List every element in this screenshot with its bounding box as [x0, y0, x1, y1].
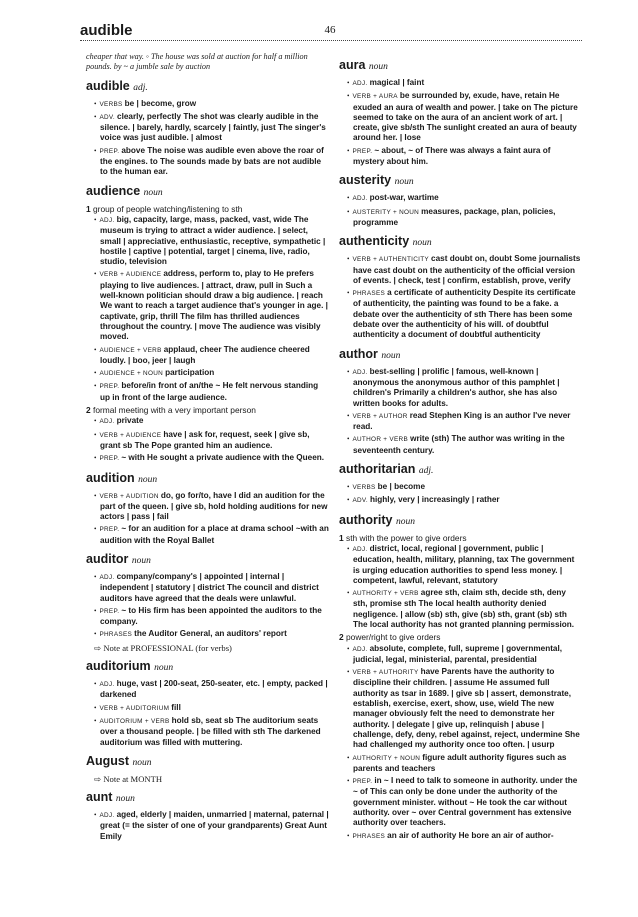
- part-of-speech: noun: [395, 516, 415, 527]
- collocation-label: ADJ.: [99, 681, 115, 689]
- collocation-block: [94, 679, 329, 701]
- collocation-text: magical | faint: [369, 78, 425, 87]
- collocation-text: figure adult authority figures such as parents and teachers: [353, 752, 567, 773]
- collocation-text: company/company's | appointed | internal | independent | statutory | district The council and district auditors have agreed that the deals were unlawful.: [100, 571, 319, 603]
- collocation-label: ADJ.: [352, 80, 368, 87]
- sense-number: 2: [339, 632, 344, 643]
- sense-number: 1: [86, 203, 91, 214]
- collocation-label: ADV.: [352, 497, 368, 505]
- collocation-label: PREP.: [99, 383, 120, 391]
- collocation-text: highly, very | increasingly | rather: [370, 495, 500, 505]
- left-column: [86, 52, 329, 846]
- collocation-block: [94, 146, 329, 178]
- collocation-label: AUDIENCE + VERB: [99, 346, 162, 354]
- part-of-speech: noun: [154, 663, 174, 674]
- collocation-text: write (sth) The author was writing in the seventeenth century.: [353, 434, 565, 455]
- entry-headword: [86, 184, 329, 200]
- collocation-label: AUDITORIUM + VERB: [99, 717, 170, 725]
- dictionary-entry: [86, 552, 329, 653]
- collocation-text: have Parents have the authority to discipline their children. | assume He assumed full authority as tsar in 1689. | give sb | assert, demonstrate, establish, exercise, exert, show, use, wield The new manager obviously felt the need to demonstrate her authority. | delegate | give up, relinquish | abuse | challenge, defy, deny, rebel against, reject, undermine She had challenged my authority once too often. | usurp: [353, 667, 580, 750]
- dictionary-entry: [339, 173, 582, 228]
- dictionary-entry: [86, 754, 329, 784]
- collocation-text: fill: [171, 702, 181, 712]
- collocation-text: huge, vast | 200-seat, 250-seater, etc. | empty, packed | darkened: [100, 679, 328, 700]
- headword-text: author: [339, 346, 378, 361]
- entry-headword: [86, 659, 329, 675]
- collocation-text: ~ about, ~ of There was always a faint aura of mystery about him.: [353, 145, 551, 167]
- collocation-label: VERB + AUTHORITY: [352, 669, 419, 677]
- collocation-block: [347, 482, 582, 493]
- collocation-block: [347, 831, 582, 842]
- collocation-text: be surrounded by, exude, have, retain He exuded an aura of wealth and power. | take on The picture seemed to take on the aura of an ancient work of art. | create, give sb/sth The sunlight created an aura of beauty around her. | lose: [353, 91, 578, 143]
- part-of-speech: noun: [115, 794, 135, 805]
- collocation-block: [347, 367, 582, 409]
- collocation-label: PHRASES: [352, 832, 386, 840]
- entry-headword: [339, 234, 582, 250]
- collocation-block: [347, 495, 582, 506]
- collocation-text: applaud, cheer The audience cheered loudly. | boo, jeer | laugh: [100, 344, 310, 365]
- collocation-block: [347, 753, 582, 775]
- sense-number: 1: [339, 532, 344, 543]
- part-of-speech: noun: [368, 62, 388, 72]
- collocation-block: [94, 629, 329, 640]
- headword-text: aura: [339, 58, 366, 72]
- collocation-label: VERB + AUDIENCE: [99, 271, 162, 279]
- dictionary-entry: [86, 184, 329, 465]
- collocation-block: [94, 99, 329, 110]
- collocation-block: [347, 588, 582, 630]
- part-of-speech: noun: [138, 474, 158, 485]
- collocation-text: cast doubt on, doubt Some journalists have cast doubt on the authenticity of the official version of events. | check, test | confirm, establish, prove, verify: [353, 254, 581, 285]
- collocation-label: AUDIENCE + NOUN: [99, 370, 164, 378]
- header-rule: [80, 40, 582, 41]
- collocation-text: read Stephen King is an author I've never read.: [353, 410, 571, 432]
- collocation-text: ~ for an audition for a place at drama school ~with an audition with the Royal Ballet: [100, 524, 329, 545]
- collocation-label: VERB + AUDITION: [99, 492, 159, 500]
- entry-headword: [339, 347, 582, 363]
- right-column: [339, 52, 582, 846]
- collocation-block: [347, 78, 582, 89]
- headword-text: authenticity: [339, 234, 410, 249]
- collocation-text: before/in front of an/the ~ He felt nervous standing up in front of the large audience.: [100, 381, 319, 402]
- collocation-block: [94, 716, 329, 748]
- collocation-text: ~ with He sought a private audience with the Queen.: [121, 453, 325, 463]
- collocation-text: do, go for/to, have I did an audition for the part of the queen. | give sb, hold holding auditions for new actors | pass | fail: [100, 490, 328, 522]
- sense-definition: [339, 533, 582, 543]
- collocation-label: VERBS: [99, 100, 123, 108]
- collocation-label: VERB + AUTHENTICITY: [352, 256, 429, 264]
- collocation-block: [347, 91, 582, 143]
- headword-text: auditor: [86, 551, 129, 566]
- headword-text: August: [86, 753, 130, 768]
- collocation-block: [347, 254, 582, 286]
- collocation-label: PREP.: [99, 607, 120, 615]
- collocation-label: ADJ.: [99, 573, 115, 581]
- collocation-text: an air of authority He bore an air of author-: [387, 830, 554, 840]
- collocation-text: above The noise was audible even above the roar of the engines. to The sounds made by bats are not audible to the human ear.: [100, 145, 324, 177]
- sense-definition: [86, 405, 329, 415]
- entry-headword: [86, 471, 329, 487]
- part-of-speech: noun: [143, 187, 163, 198]
- collocation-text: measures, package, plan, policies, programme: [353, 206, 556, 227]
- collocation-label: PREP.: [352, 147, 373, 155]
- collocation-text: the Auditor General, an auditors' report: [134, 629, 287, 639]
- collocation-text: post-war, wartime: [369, 193, 439, 203]
- collocation-label: AUTHORITY + NOUN: [352, 754, 421, 762]
- headword-text: auditorium: [86, 659, 151, 674]
- sense-definition: [339, 632, 582, 642]
- headword-text: authority: [339, 512, 393, 527]
- part-of-speech: noun: [132, 757, 152, 768]
- dictionary-entry: [86, 471, 329, 546]
- collocation-block: [347, 644, 582, 666]
- collocation-text: be | become: [377, 482, 426, 492]
- headword-text: aunt: [86, 790, 113, 805]
- collocation-text: aged, elderly | maiden, unmarried | maternal, paternal | great (= the sister of one of your grandparents) Great Aunt Emily: [100, 810, 329, 841]
- collocation-block: [94, 215, 329, 267]
- collocation-text: district, local, regional | government, public | education, health, military, planning, tax The government is urging education authorities to spend less money. | competent, lawful, relevant, statutory: [353, 543, 575, 585]
- dictionary-entry: [339, 347, 582, 456]
- page-header: [80, 22, 580, 42]
- collocation-block: [347, 544, 582, 586]
- collocation-block: [94, 269, 329, 342]
- collocation-block: [347, 288, 582, 340]
- collocation-block: [347, 434, 582, 456]
- collocation-block: [347, 667, 582, 750]
- entry-headword: [86, 552, 329, 568]
- sense-number: 2: [86, 405, 91, 416]
- collocation-text: best-selling | prolific | famous, well-known | anonymous the anonymous author of this pamphlet | children's Primarily a children's author, she has also written books for adults.: [353, 366, 560, 408]
- collocation-text: big, capacity, large, mass, packed, vast, wide The museum is trying to attract a wider audience. | select, small | appreciative, enthusiastic, receptive, sympathetic | hostile | captive | potential, target | cinema, live, radio, studio, television: [100, 214, 326, 267]
- dictionary-entry: [86, 79, 329, 178]
- running-headword: audible: [80, 22, 133, 39]
- dictionary-entry: [339, 462, 582, 507]
- collocation-label: PHRASES: [352, 290, 386, 298]
- collocation-label: ADJ.: [99, 812, 115, 820]
- sense-definition: [86, 204, 329, 214]
- collocation-label: AUTHORITY + VERB: [352, 590, 419, 598]
- cross-reference: ⇨ Note at PROFESSIONAL (for verbs): [94, 642, 232, 653]
- collocation-label: ADJ.: [352, 195, 368, 203]
- collocation-label: ADJ.: [352, 645, 368, 653]
- sense-text: power/right to give orders: [346, 632, 441, 643]
- collocation-label: VERB + AUDITORIUM: [99, 704, 170, 712]
- cross-reference: ⇨ Note at MONTH: [94, 773, 163, 784]
- collocation-block: [94, 112, 329, 144]
- part-of-speech: noun: [412, 238, 432, 249]
- collocation-text: agree sth, claim sth, decide sth, deny sth, promise sth The local health authority denied negligence. | allow (sb) sth, give (sb) sth, grant (sb) sth The local authority has not granted planning permission.: [353, 588, 575, 629]
- page-number: 46: [324, 24, 336, 36]
- part-of-speech: noun: [131, 555, 151, 566]
- collocation-block: [94, 491, 329, 523]
- collocation-block: [94, 810, 329, 842]
- dictionary-entry: [339, 58, 582, 167]
- collocation-block: [347, 193, 582, 204]
- dictionary-entry: [339, 234, 582, 340]
- dictionary-entry: [339, 513, 582, 842]
- part-of-speech: noun: [394, 177, 414, 188]
- collocation-block: [94, 606, 329, 628]
- collocation-label: VERBS: [352, 484, 376, 492]
- collocation-label: PREP.: [352, 778, 373, 786]
- sense-text: formal meeting with a very important person: [93, 405, 256, 416]
- entry-headword: [86, 790, 329, 806]
- collocation-block: [94, 524, 329, 546]
- headword-text: audible: [86, 78, 130, 93]
- collocation-label: VERB + AUDIENCE: [99, 431, 162, 439]
- sense-text: group of people watching/listening to sth: [93, 203, 243, 214]
- collocation-block: [94, 416, 329, 427]
- collocation-label: AUTHOR + VERB: [352, 436, 409, 444]
- part-of-speech: adj.: [418, 466, 434, 477]
- collocation-text: absolute, complete, full, supreme | governmental, judicial, legal, ministerial, parental, presidential: [353, 643, 563, 664]
- collocation-text: clearly, perfectly The shot was clearly audible in the silence. | barely, hardly, scarcely | faintly, just The singer's voice was just audible. | almost: [100, 111, 326, 143]
- collocation-text: private: [116, 416, 144, 426]
- sense-text: sth with the power to give orders: [346, 532, 467, 543]
- entry-headword: [86, 754, 329, 770]
- collocation-block: [94, 368, 329, 379]
- collocation-label: PREP.: [99, 147, 120, 155]
- collocation-label: ADJ.: [99, 216, 115, 224]
- collocation-block: [347, 411, 582, 433]
- headword-text: audition: [86, 470, 135, 485]
- entry-headword: [339, 173, 582, 189]
- dictionary-entry: [86, 790, 329, 842]
- collocation-block: [94, 381, 329, 403]
- part-of-speech: adj.: [133, 82, 148, 93]
- collocation-text: address, perform to, play to He prefers playing to live audiences. | attract, draw, pull in Such a well-known politician should draw a big audience. | reach We want to reach a target audience that's younger in age. | captivate, grip, thrill The film has thrilled audiences throughout the country. | move The audience was visibly moved.: [100, 269, 328, 342]
- collocation-label: ADV.: [99, 113, 115, 121]
- entry-headword: [339, 513, 582, 529]
- dictionary-entry: [86, 659, 329, 748]
- collocation-label: ADJ.: [352, 368, 368, 376]
- collocation-text: ~ to His firm has been appointed the auditors to the company.: [100, 605, 322, 627]
- collocation-text: be | become, grow: [124, 98, 197, 108]
- entry-headword: [339, 58, 582, 74]
- headword-text: authoritarian: [339, 462, 416, 477]
- collocation-label: ADJ.: [99, 418, 115, 426]
- collocation-text: participation: [165, 368, 215, 378]
- collocation-label: PREP.: [99, 526, 120, 534]
- continued-text: cheaper that way. ◦ The house was sold at auction for half a million pounds. by ~ a jumble sale by auction: [86, 52, 308, 72]
- part-of-speech: noun: [381, 350, 401, 361]
- collocation-text: in ~ I need to talk to someone in authority. under the ~ of This can only be done under the authority of the government minister. without ~ He took the car without authority. over ~ over Central government has extensive authority over teachers.: [353, 776, 578, 828]
- headword-text: audience: [86, 183, 141, 198]
- collocation-label: AUSTERITY + NOUN: [352, 208, 420, 216]
- collocation-block: [94, 430, 329, 452]
- collocation-block: [94, 453, 329, 464]
- collocation-block: [347, 776, 582, 828]
- collocation-block: [347, 146, 582, 168]
- collocation-block: [94, 703, 329, 714]
- headword-text: austerity: [339, 173, 392, 188]
- collocation-label: ADJ.: [352, 545, 368, 553]
- collocation-label: VERB + AUTHOR: [352, 412, 408, 420]
- collocation-text: a certificate of authenticity Despite its certificate of authenticity, the painting was found to be a fake. a debate over the authenticity of sth There has been some debate over the authenticity of his will. of doubtful authenticity a document of doubtful authenticity: [353, 288, 576, 340]
- collocation-block: [94, 572, 329, 604]
- collocation-text: hold sb, seat sb The auditorium seats over a thousand people. | be filled with sth The darkened auditorium was filled with muttering.: [100, 715, 321, 747]
- collocation-label: PREP.: [99, 455, 120, 463]
- entry-headword: [339, 462, 582, 478]
- collocation-text: have | ask for, request, seek | give sb, grant sb The Pope granted him an audience.: [100, 429, 310, 450]
- collocation-block: [94, 345, 329, 367]
- collocation-label: PHRASES: [99, 631, 133, 639]
- collocation-block: [347, 207, 582, 229]
- entry-headword: [86, 79, 329, 95]
- collocation-label: VERB + AURA: [352, 93, 398, 101]
